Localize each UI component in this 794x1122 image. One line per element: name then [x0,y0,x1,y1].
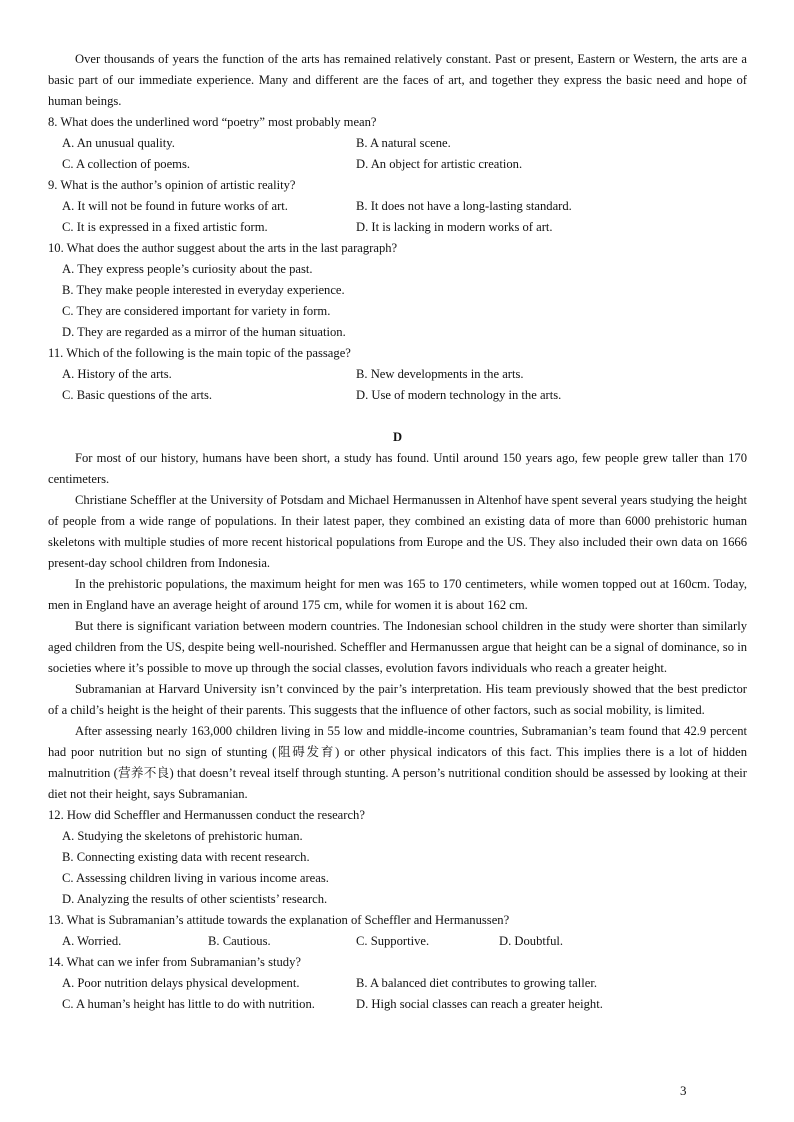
section-title: D [392,430,403,444]
question-11 [48,343,747,406]
option-d: D. It is lacking in modern works of art. [356,220,553,234]
option-b: B. It does not have a long-lasting standard. [356,199,572,213]
option-row [48,931,747,952]
question-9 [48,175,747,238]
question-stem: 13. What is Subramanian’s attitude towards the explanation of Scheffler and Hermanussen? [48,913,510,927]
question-stem: 8. What does the underlined word “poetry” most probably mean? [48,115,377,129]
option-c: C. Basic questions of the arts. [62,388,213,402]
option-a: A. It will not be found in future works of art. [62,199,288,213]
option-a: A. An unusual quality. [62,136,175,150]
option-a: A. They express people’s curiosity about the past. [62,262,313,276]
option-c: C. A collection of poems. [62,157,191,171]
passage-paragraph: Subramanian at Harvard University isn’t convinced by the pair’s interpretation. His team previously showed that the best predictor of a child’s height is the height of their parents. This suggests that the influence of other factors, such as social mobility, is limited. [48,682,747,717]
option-d: D. Use of modern technology in the arts. [356,388,562,402]
option-c: C. A human’s height has little to do with nutrition. [62,997,315,1011]
intro-paragraph: Over thousands of years the function of the arts has remained relatively constant. Past or present, Eastern or Western, the arts are a basic part of our immediate experience. Many and different are the faces of art, and together they express the basic need and hope of human beings. [48,52,747,108]
option-c: C. Supportive. [356,934,430,948]
option-c: C. Assessing children living in various income areas. [62,871,329,885]
option-b: B. Connecting existing data with recent research. [62,850,310,864]
passage-paragraph: In the prehistoric populations, the maximum height for men was 165 to 170 centimeters, while women topped out at 160cm. Today, men in England have an average height of around 175 cm, while for women it is about 162 cm. [48,577,747,612]
option-b: B. Cautious. [208,934,271,948]
question-stem: 11. Which of the following is the main topic of the passage? [48,346,351,360]
option-c: C. They are considered important for variety in form. [62,304,331,318]
question-14 [48,952,747,1015]
option-d: D. Analyzing the results of other scientists’ research. [62,892,328,906]
question-stem: 12. How did Scheffler and Hermanussen conduct the research? [48,808,365,822]
option-d: D. They are regarded as a mirror of the human situation. [62,325,346,339]
passage-paragraph: Christiane Scheffler at the University of Potsdam and Michael Hermanussen in Altenhof have spent several years studying the height of people from a wide range of populations. In their latest paper, they combined an existing data of more than 6000 prehistoric human skeletons with multiple studies of more recent historical populations from Europe and the US. They also included their own data on 1666 present-day school children from Indonesia. [48,493,747,570]
option-row [48,196,747,217]
question-12 [48,805,747,910]
option-b: B. New developments in the arts. [356,367,524,381]
option-a: A. Poor nutrition delays physical development. [62,976,300,990]
option-d: D. High social classes can reach a greater height. [356,997,603,1011]
option-b: B. A natural scene. [356,136,451,150]
passage-paragraph: For most of our history, humans have been short, a study has found. Until around 150 years ago, few people grew taller than 170 centimeters. [48,451,747,486]
page-number: 3 [680,1083,687,1098]
option-a: A. Worried. [62,934,122,948]
option-row [48,154,747,175]
passage-paragraph: But there is significant variation between modern countries. The Indonesian school children in the study were shorter than similarly aged children from the US, despite being well-nourished. Scheffler and Hermanussen argue that height can be a signal of dominance, so in societies where it’s possible to move up through the social classes, evolution favors individuals who reach a greater height. [48,619,747,675]
option-row [48,217,747,238]
question-stem: 14. What can we infer from Subramanian’s study? [48,955,301,969]
option-row [48,364,747,385]
question-stem: 10. What does the author suggest about the arts in the last paragraph? [48,241,398,255]
option-row [48,994,747,1015]
option-row [48,973,747,994]
option-row [48,385,747,406]
question-8 [48,112,747,175]
option-row [48,133,747,154]
option-d: D. Doubtful. [499,934,564,948]
question-13 [48,910,747,952]
page-content [48,49,747,1015]
option-a: A. Studying the skeletons of prehistoric human. [62,829,303,843]
option-a: A. History of the arts. [62,367,172,381]
option-b: B. They make people interested in everyday experience. [62,283,345,297]
passage-paragraph: After assessing nearly 163,000 children living in 55 low and middle-income countries, Subramanian’s team found that 42.9 percent had poor nutrition but no sign of stunting (阻碍发育) or other physical indicators of this fact. This implies there is a lot of hidden malnutrition (营养不良) that doesn’t reveal itself through stunting. A person’s nutritional condition should be assessed by looking at their diet not their height, says Subramanian. [48,724,747,801]
option-d: D. An object for artistic creation. [356,157,523,171]
question-stem: 9. What is the author’s opinion of artistic reality? [48,178,296,192]
option-b: B. A balanced diet contributes to growing taller. [356,976,597,990]
option-c: C. It is expressed in a fixed artistic form. [62,220,268,234]
question-10 [48,238,747,343]
